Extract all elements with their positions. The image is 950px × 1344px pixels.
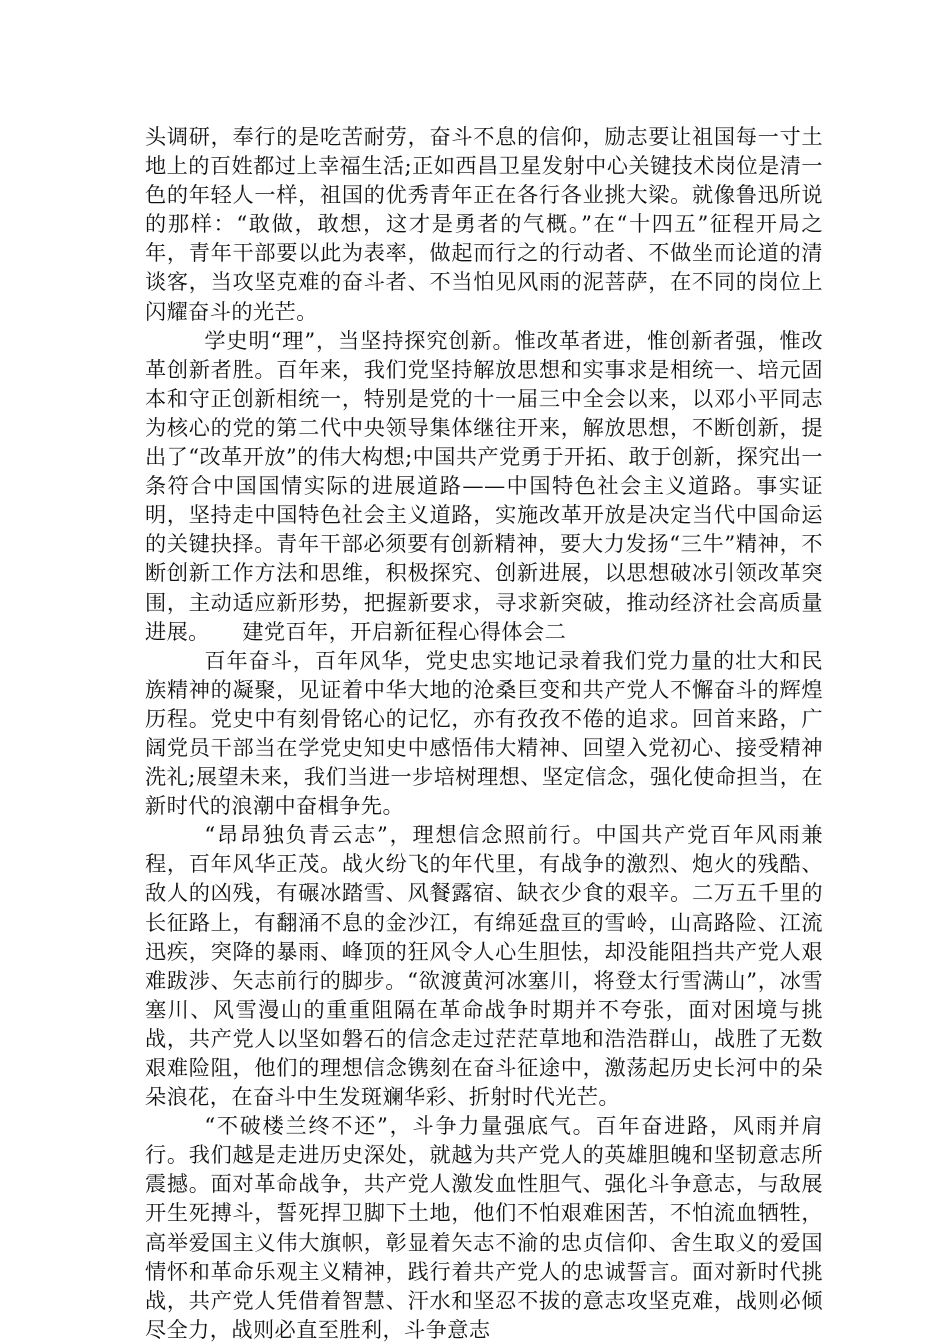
paragraph-fighting-strength: “不破楼兰终不还”，斗争力量强底气。百年奋进路，风雨并肩行。我们越是走进历史深处，就越为共产党人的英雄胆魄和坚韧意志所震撼。面对革命战争，共产党人激发血性胆气、强化斗争意志，与敌展开生死搏斗，誓死捍卫脚下土地，他们不怕艰难困苦，不怕流血牺牲，高举爱国主义伟大旗帜，彰显着矢志不渝的忠贞信仰、舍生取义的爱国情怀和革命乐观主义精神，践行着共产党人的忠诚誓言。面对新时代挑战，共产党人凭借着智慧、汗水和坚忍不拔的意志攻坚克难，战则必倾尽全力，战则必直至胜利，斗争意志 — [145, 1113, 823, 1342]
paragraph-learn-history-innovation: 学史明“理”，当坚持探究创新。惟改革者进，惟创新者强，惟改革创新者胜。百年来，我们党坚持解放思想和实事求是相统一、培元固本和守正创新相统一，特别是党的十一届三中全会以来，以邓小平同志为核心的党的第二代中央领导集体继往开来，解放思想，不断创新，提出了“改革开放”的伟大构想;中国共产党勇于开拓、敢于创新，探究出一条符合中国国情实际的进展道路——中国特色社会主义道路。事实证明，坚持走中国特色社会主义道路，实施改革开放是决定当代中国命运的关键抉择。青年干部必须要有创新精神，要大力发扬“三牛”精神，不断创新工作方法和思维，积极探究、创新进展，以思想破冰引领改革突围，主动适应新形势，把握新要求，寻求新突破，推动经济社会高质量进展。 建党百年，开启新征程心得体会二 — [145, 327, 823, 644]
paragraph-continuation-striving: 头调研，奉行的是吃苦耐劳，奋斗不息的信仰，励志要让祖国每一寸土地上的百姓都过上幸福生活;正如西昌卫星发射中心关键技术岗位是清一色的年轻人一样，祖国的优秀青年正在各行各业挑大梁。就像鲁迅所说的那样：“敢做，敢想，这才是勇者的气概。”在“十四五”征程开局之年，青年干部要以此为表率，做起而行之的行动者、不做坐而论道的清谈客，当攻坚克难的奋斗者、不当怕见风雨的泥菩萨，在不同的岗位上闪耀奋斗的光芒。 — [145, 124, 823, 324]
document-body — [145, 122, 823, 1344]
paragraph-ideals-and-beliefs: “昂昂独负青云志”，理想信念照前行。中国共产党百年风雨兼程，百年风华正茂。战火纷飞的年代里，有战争的激烈、炮火的残酷、敌人的凶残，有碾冰踏雪、风餐露宿、缺衣少食的艰辛。二万五千里的长征路上，有翻涌不息的金沙江，有绵延盘亘的雪岭，山高路险、江流迅疾，突降的暴雨、峰顶的狂风令人心生胆怯，却没能阻挡共产党人艰难跋涉、矢志前行的脚步。“欲渡黄河冰塞川，将登太行雪满山”，冰雪塞川、风雪漫山的重重阻隔在革命战争时期并不夸张，面对困境与挑战，共产党人以坚如磐石的信念走过茫茫草地和浩浩群山，战胜了无数艰难险阻，他们的理想信念镌刻在奋斗征途中，激荡起历史长河中的朵朵浪花，在奋斗中生发斑斓华彩、折射时代光芒。 — [145, 822, 823, 1110]
paragraph-century-struggle: 百年奋斗，百年风华，党史忠实地记录着我们党力量的壮大和民族精神的凝聚，见证着中华大地的沧桑巨变和共产党人不懈奋斗的辉煌历程。党史中有刻骨铭心的记忆，亦有孜孜不倦的追求。回首来路，广阔党员干部当在学党史知史中感悟伟大精神、回望入党初心、接受精神洗礼;展望未来，我们当进一步培树理想、坚定信念，强化使命担当，在新时代的浪潮中奋楫争先。 — [145, 647, 823, 819]
